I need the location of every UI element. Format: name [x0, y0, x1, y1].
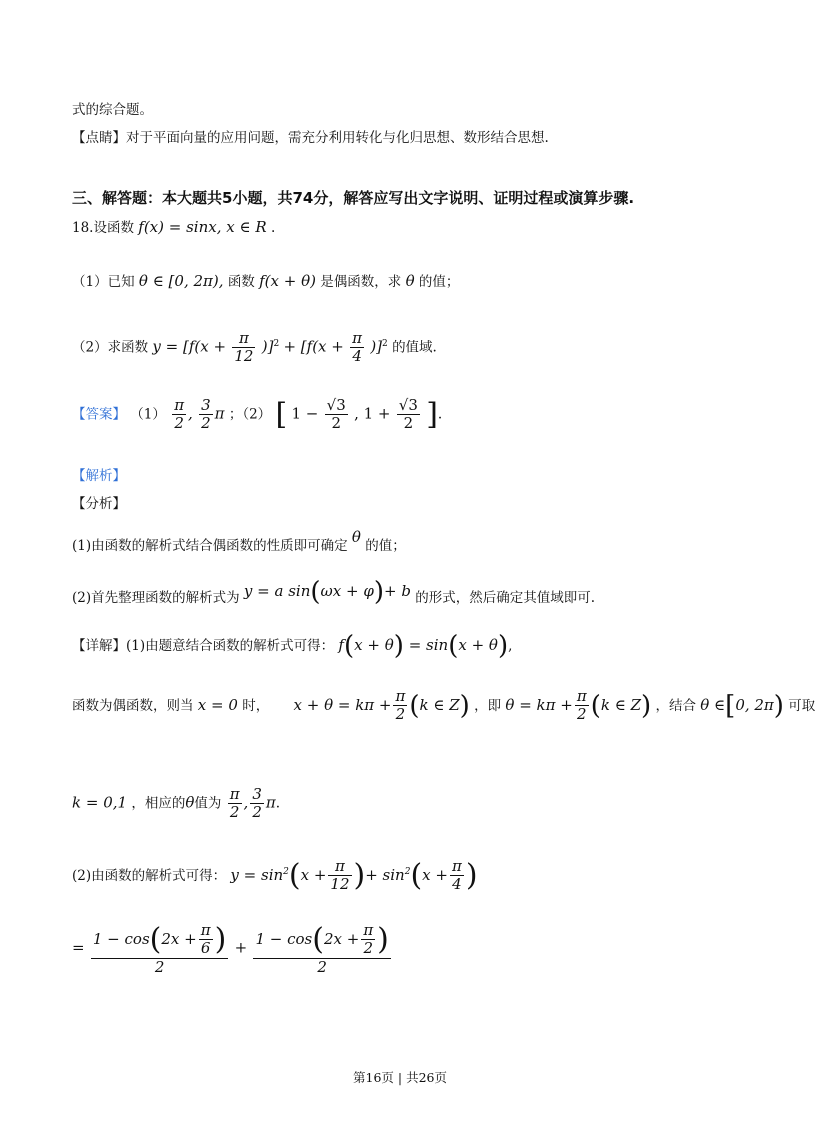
even-mid1: 时， — [242, 697, 270, 714]
k-mid: ，相应的 — [131, 795, 186, 812]
fx1-suffix: 的值； — [365, 538, 406, 554]
close-bracket: )] — [370, 337, 383, 356]
pi-symbol: π — [214, 404, 225, 423]
dianjing-line: 【点睛】对于平面向量的应用问题，需充分利用转化与化归思想、数形结合思想. — [72, 130, 549, 146]
plus: + — [234, 938, 248, 957]
equals: = — [72, 938, 85, 957]
k-values: k = 0,1 — [72, 793, 128, 812]
theta-interval: θ ∈[0, 2π) — [700, 690, 784, 721]
theta-equation: θ = kπ + $\frac{\pi}{2}$ (k ∈ Z) — [505, 687, 652, 724]
q1-suffix: 是偶函数，求 — [320, 274, 402, 290]
text-line: 式的综合题。 — [72, 102, 153, 118]
fraction-sqrt3-2: $\frac{√3}{2}$ — [398, 396, 418, 433]
even-prefix: 函数为偶函数，则当 — [72, 697, 194, 714]
comma: , — [188, 404, 193, 423]
p2-prefix: (2)由函数的解析式可得： — [72, 867, 227, 884]
k-values-line — [72, 786, 280, 822]
analysis-step1 — [72, 528, 406, 554]
exponent: 2 — [382, 338, 388, 349]
answer-part1-label: （1） — [130, 406, 166, 423]
period: . — [275, 795, 281, 812]
question-18-part2 — [72, 330, 437, 366]
theta-symbol: θ — [185, 793, 195, 812]
x-theta-equation: x + θ = kπ + $\frac{\pi}{2}$ (k ∈ Z) — [293, 687, 470, 724]
one-plus: , 1 + — [354, 404, 391, 423]
one-minus: 1 − — [291, 404, 319, 423]
comma: , — [508, 638, 513, 654]
x-equals-zero: x = 0 — [197, 695, 238, 714]
right-bracket: ] — [426, 396, 438, 432]
analysis-step2 — [72, 577, 596, 611]
y-sin-squared: $y = \sin^2(x$ + $\frac{\pi}{12}$ )+ $\sin^2(x$ + $\frac{\pi}{4}$ ) — [230, 857, 478, 894]
exponent: 2 — [273, 338, 280, 349]
fx2-suffix: 的形式，然后确定其值域即可. — [415, 590, 596, 606]
detail-line — [72, 633, 512, 659]
q1-prefix: （1）已知 — [72, 274, 135, 290]
even-mid3: ，结合 — [655, 697, 696, 714]
question-18 — [72, 218, 275, 236]
theta-symbol: θ — [405, 272, 415, 290]
answer-tag: 【答案】 — [72, 406, 126, 423]
detail-prefix: 【详解】(1)由题意结合函数的解析式可得： — [72, 638, 335, 654]
fraction-sqrt3-2: $\frac{√3}{2}$ — [326, 396, 346, 433]
fraction-pi-2: $\frac{\pi}{2}$ — [174, 396, 185, 433]
even-mid2: ，即 — [474, 697, 502, 714]
analysis-tag: 【解析】 — [72, 468, 126, 484]
fx1-prefix: (1)由函数的解析式结合偶函数的性质即可确定 — [72, 538, 348, 554]
even-function-line — [72, 688, 815, 724]
theta-range: θ ∈ [0, 2π), — [138, 272, 224, 290]
fraction-3-2: $\frac{3}{2}$ — [201, 396, 211, 433]
cos-expansion-line — [72, 922, 393, 976]
q2-suffix: 的值域. — [392, 339, 437, 356]
even-suffix: 可取 — [788, 697, 815, 714]
fraction-pi-2: $\frac{\pi}{2}$ — [229, 785, 240, 822]
close-bracket: )] — [261, 337, 274, 356]
left-bracket: [ — [275, 396, 288, 432]
fraction-3-2: $\frac{3}{2}$ — [252, 785, 262, 822]
period: . — [437, 406, 443, 423]
fraction-pi-12: $\frac{\pi}{12}$ — [234, 329, 254, 366]
q1-mid: 函数 — [227, 274, 255, 290]
shifted-function: f(x + θ) — [259, 272, 316, 290]
general-form: y = a sin(ωx + φ)+ b — [243, 577, 411, 607]
theta-symbol: θ — [351, 528, 361, 546]
comma: , — [243, 793, 249, 812]
k-mid2: 值为 — [194, 795, 222, 812]
answer-line — [72, 397, 442, 433]
fx2-prefix: (2)首先整理函数的解析式为 — [72, 590, 240, 606]
pi-symbol: π — [265, 793, 276, 812]
period: . — [270, 220, 276, 236]
q2-prefix: （2）求函数 — [72, 339, 149, 356]
y-plus: + [f(x + — [283, 337, 344, 356]
q1-end: 的值； — [418, 274, 460, 290]
q18-prefix: 18.设函数 — [72, 220, 134, 236]
section-heading: 三、解答题：本大题共5小题，共74分，解答应写出文字说明、证明过程或演算步骤. — [72, 189, 635, 207]
page-footer: 第16页 | 共26页 — [353, 1070, 447, 1085]
question-18-part1 — [72, 272, 459, 290]
function-definition: f(x) = sinx, x ∈ R — [138, 218, 267, 236]
fenxi-tag: 【分析】 — [72, 496, 126, 512]
fraction-pi-4: $\frac{\pi}{4}$ — [352, 329, 363, 366]
y-eq: y = [f(x + — [152, 337, 227, 356]
part2-line — [72, 858, 478, 894]
fraction-cos-pi-2: 1 − cos(2x + $\frac{\pi}{2}$ ) 2 — [255, 921, 389, 976]
fraction-cos-pi-6: 1 − cos(2x + $\frac{\pi}{6}$ ) 2 — [92, 921, 227, 976]
shift-equation: f(x + θ) = sin(x + θ) — [338, 631, 509, 661]
answer-sep: ；（2） — [228, 406, 272, 423]
